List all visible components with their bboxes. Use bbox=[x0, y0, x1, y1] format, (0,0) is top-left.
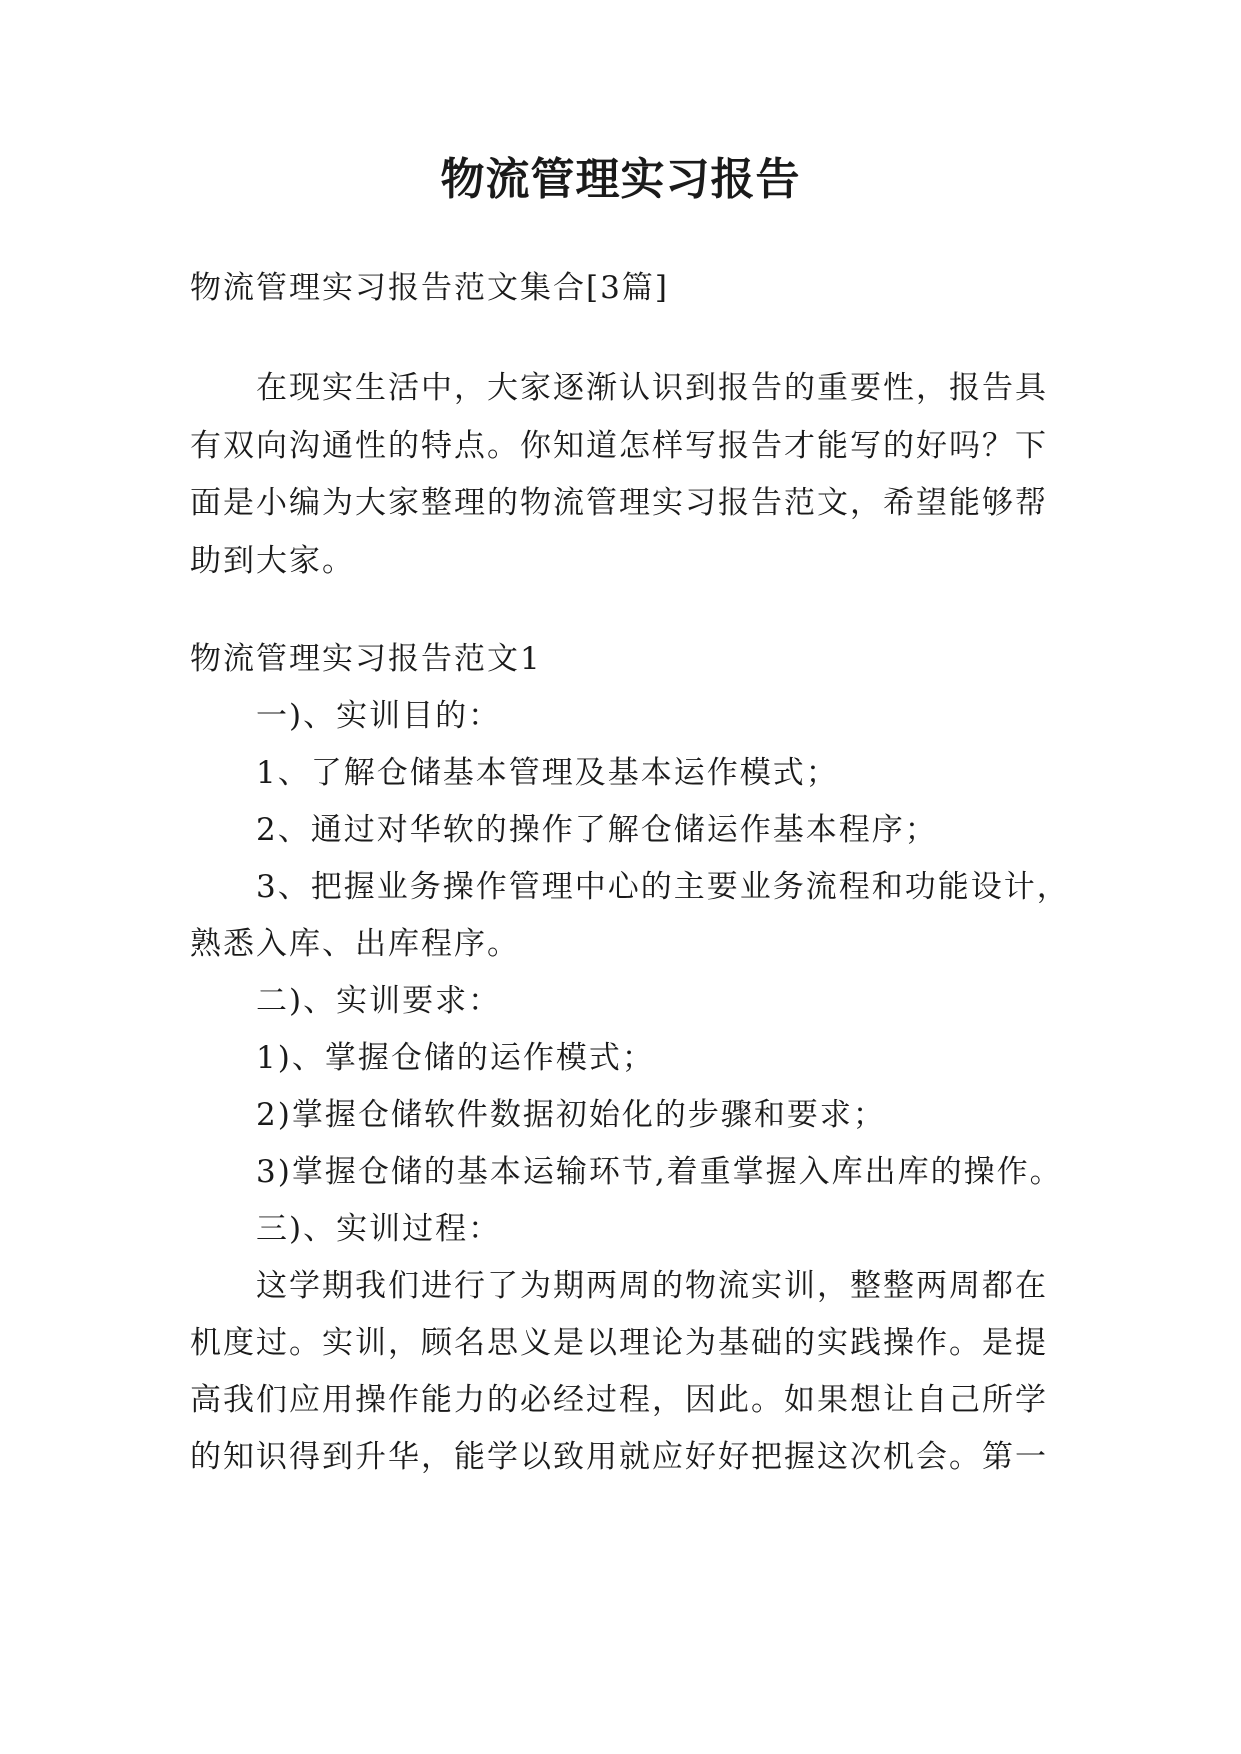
body-line: 2、通过对华软的操作了解仓储运作基本程序； bbox=[256, 812, 938, 848]
body-line: 3)掌握仓储的基本运输环节,着重掌握入库出库的操作。 bbox=[256, 1154, 1063, 1190]
intro-line: 面是小编为大家整理的物流管理实习报告范文，希望能够帮 bbox=[190, 485, 1048, 521]
intro-line: 助到大家。 bbox=[190, 543, 355, 579]
section-heading: 物流管理实习报告范文1 bbox=[190, 641, 542, 677]
body-line: 二)、实训要求： bbox=[256, 983, 502, 1019]
body-line: 熟悉入库、出库程序。 bbox=[190, 926, 520, 962]
body-line: 2)掌握仓储软件数据初始化的步骤和要求； bbox=[256, 1097, 886, 1133]
body-line: 这学期我们进行了为期两周的物流实训，整整两周都在 bbox=[256, 1268, 1048, 1304]
body-line: 的知识得到升华，能学以致用就应好好把握这次机会。第一 bbox=[190, 1439, 1048, 1475]
body-line: 一)、实训目的： bbox=[256, 698, 502, 734]
body-line: 3、把握业务操作管理中心的主要业务流程和功能设计， bbox=[256, 869, 1070, 905]
body-line: 三)、实训过程： bbox=[256, 1211, 502, 1247]
body-line: 1)、掌握仓储的运作模式； bbox=[256, 1040, 655, 1076]
document-subtitle: 物流管理实习报告范文集合[3篇] bbox=[190, 270, 669, 306]
body-line: 机度过。实训，顾名思义是以理论为基础的实践操作。是提 bbox=[190, 1325, 1048, 1361]
body-line: 1、了解仓储基本管理及基本运作模式； bbox=[256, 755, 839, 791]
intro-line: 在现实生活中，大家逐渐认识到报告的重要性，报告具 bbox=[256, 370, 1048, 406]
intro-line: 有双向沟通性的特点。你知道怎样写报告才能写的好吗？下 bbox=[190, 428, 1048, 464]
body-line: 高我们应用操作能力的必经过程，因此。如果想让自己所学 bbox=[190, 1382, 1048, 1418]
document-title: 物流管理实习报告 bbox=[440, 154, 801, 205]
